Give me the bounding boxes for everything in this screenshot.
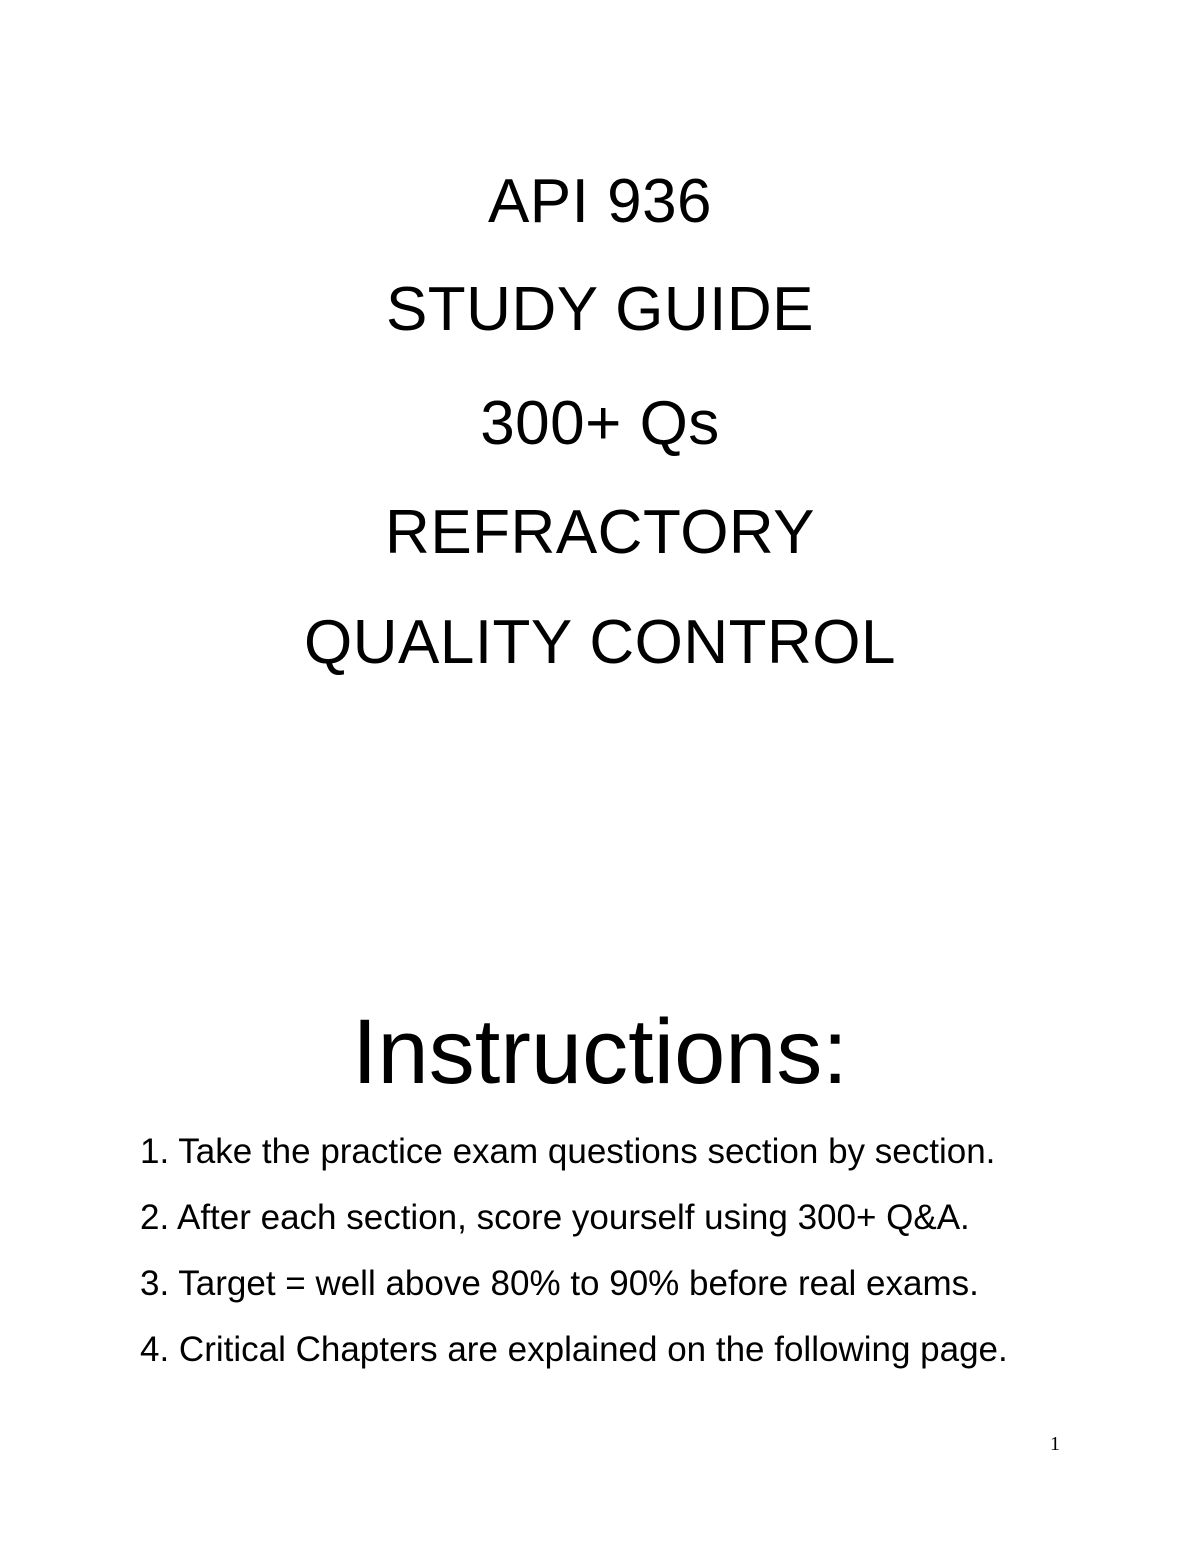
instructions-heading: Instructions: — [352, 1001, 848, 1103]
title-refractory: REFRACTORY — [385, 498, 815, 567]
title-study-guide: STUDY GUIDE — [385, 275, 815, 344]
instruction-item: 2. After each section, score yourself using 300+ Q&A. — [140, 1198, 970, 1237]
instruction-item: 1. Take the practice exam questions section by section. — [140, 1132, 996, 1171]
title-quality-control: QUALITY CONTROL — [303, 608, 897, 677]
title-question-count: 300+ Qs — [480, 389, 720, 458]
title-api-936: API 936 — [487, 167, 713, 236]
instruction-item: 3. Target = well above 80% to 90% before real exams. — [140, 1264, 979, 1303]
instruction-item: 4. Critical Chapters are explained on the following page. — [140, 1330, 1008, 1369]
page-number: 1 — [1050, 1433, 1060, 1455]
instructions-list — [140, 1130, 1008, 1394]
